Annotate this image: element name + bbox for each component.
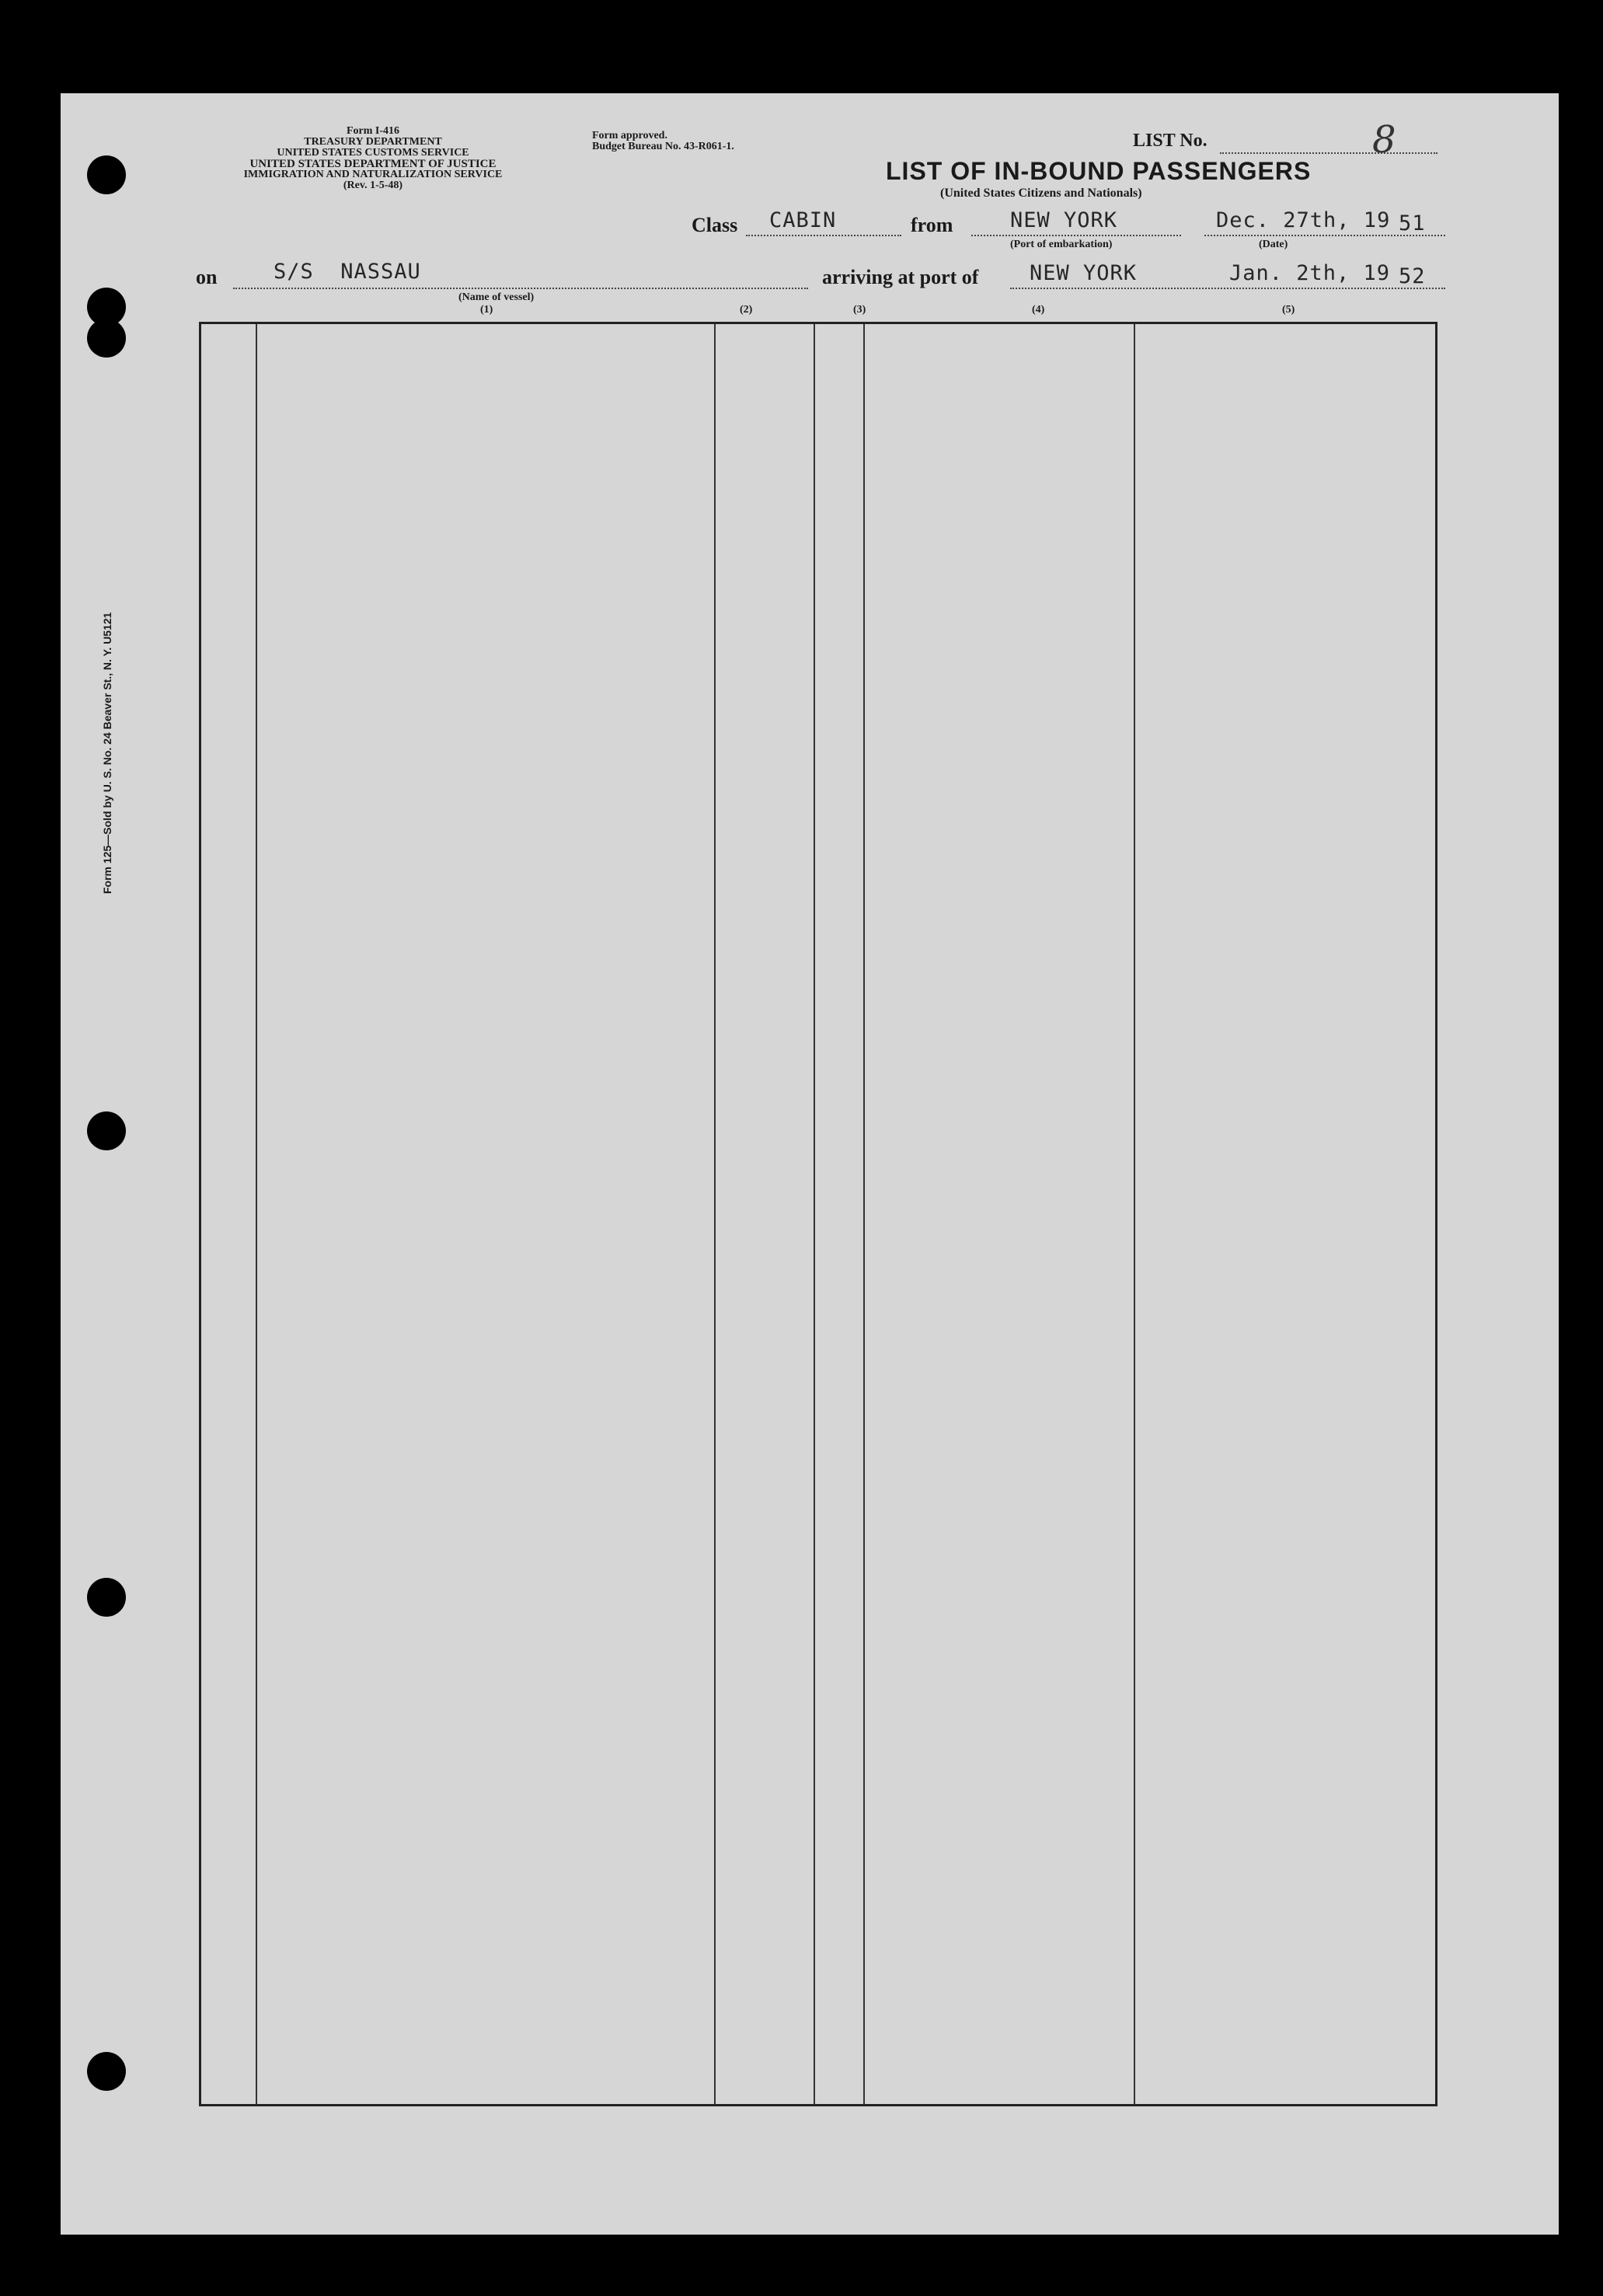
binder-hole-5 [87,1578,126,1617]
page-subtitle: (United States Citizens and Nationals) [940,187,1142,200]
class-label: Class [692,214,738,236]
list-no-value: 8 [1372,118,1396,162]
arrival-port: NEW YORK [1030,261,1138,285]
page-title: LIST OF IN-BOUND PASSENGERS [886,157,1312,185]
dept-treasury: TREASURY DEPARTMENT [304,136,442,148]
col-num-5: (5) [1282,304,1295,316]
form-revision: (Rev. 1-5-48) [343,180,403,191]
vessel-name: S/S NASSAU [274,260,421,284]
binder-hole-3 [87,319,126,358]
col-num-2: (2) [740,304,753,316]
dept-ins: IMMIGRATION AND NATURALIZATION SERVICE [243,169,503,180]
form-approved: Form approved. [592,130,667,141]
list-no-label: LIST No. [1133,131,1207,151]
from-value: NEW YORK [1010,208,1118,232]
arrival-date: Jan. 2th, 19 [1229,261,1391,285]
budget-bureau-no: Budget Bureau No. 43-R061-1. [592,141,734,152]
arrival-year: 52 [1399,264,1426,288]
col-num-4: (4) [1032,304,1045,316]
class-value: CABIN [769,208,837,232]
date-caption: (Date) [1259,239,1288,250]
passenger-table [199,322,1437,2106]
binder-hole-4 [87,1111,126,1150]
form-number: Form I-416 [346,125,400,137]
dept-justice: UNITED STATES DEPARTMENT OF JUSTICE [249,158,497,170]
binder-hole-6 [87,2052,126,2091]
dept-customs: UNITED STATES CUSTOMS SERVICE [277,147,469,159]
col-num-1: (1) [480,304,493,316]
binder-hole-1 [87,155,126,194]
from-label: from [911,214,953,236]
departure-date: Dec. 27th, 19 [1216,208,1391,232]
col-num-3: (3) [853,304,866,316]
arriving-label: arriving at port of [822,266,979,288]
on-label: on [196,266,218,288]
vessel-caption: (Name of vessel) [458,291,535,303]
side-imprint: Form 125—Sold by U. S. No. 24 Beaver St., N. Y. U5121 [101,612,113,894]
departure-year: 51 [1399,211,1426,236]
port-embarkation-caption: (Port of embarkation) [1010,239,1113,250]
